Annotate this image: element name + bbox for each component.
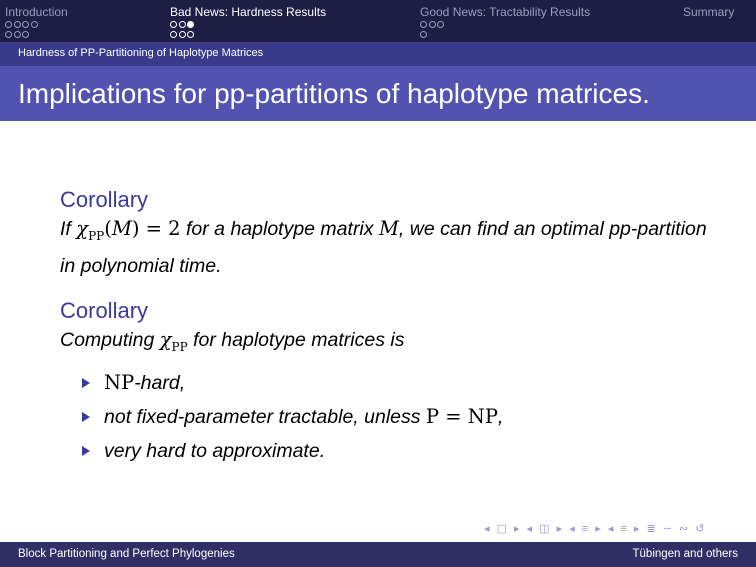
nav-section-good-news[interactable]: Good News: Tractability Results <box>420 5 591 19</box>
pp-subscript: PP <box>171 339 188 354</box>
item-1-text: -hard, <box>134 371 186 394</box>
section-navigation <box>0 0 756 42</box>
np-symbol: NP <box>104 370 135 394</box>
corollary-1-text <box>60 214 720 281</box>
frame-dot[interactable] <box>429 21 436 28</box>
chi-symbol: χ <box>76 217 89 240</box>
corollary-1-text-b: for a haplotype matrix <box>180 218 379 240</box>
equals-two: = 2 <box>139 217 181 240</box>
chi-symbol: χ <box>159 327 172 351</box>
item-2-tail: , <box>497 405 504 428</box>
frame-dot[interactable] <box>14 21 21 28</box>
triangle-bullet-icon <box>82 412 90 422</box>
slide-title: Implications for pp-partitions of haplotype matrices. <box>18 78 650 109</box>
item-3-text: very hard to approximate. <box>104 439 326 462</box>
paren-close: ) <box>131 217 140 240</box>
frame-dot[interactable] <box>170 21 177 28</box>
frame-dot[interactable] <box>5 31 12 38</box>
paren-open: ( <box>104 217 112 240</box>
good-news-frame-dots-row2 <box>420 31 429 38</box>
good-news-frame-dots-row1 <box>420 21 446 28</box>
frame-dot[interactable] <box>187 31 194 38</box>
triangle-bullet-icon <box>82 378 90 388</box>
triangle-bullet-icon <box>82 446 90 456</box>
list-item <box>60 366 720 400</box>
list-item <box>60 400 720 434</box>
frame-dot[interactable] <box>420 21 427 28</box>
pp-subscript: PP <box>88 228 105 243</box>
chi-pp <box>159 327 188 354</box>
list-item <box>60 434 720 468</box>
corollary-2-intro-a: Computing <box>60 328 160 351</box>
p-equals-np: P = NP <box>425 404 498 428</box>
corollary-2-list <box>60 366 720 468</box>
corollary-2-intro <box>60 325 720 362</box>
corollary-2-title: Corollary <box>60 297 149 323</box>
frame-dot[interactable] <box>170 31 177 38</box>
frame-dot[interactable] <box>179 21 186 28</box>
slide-content <box>60 186 720 468</box>
footer-authors: Tübingen and others <box>632 548 738 560</box>
chi-pp-of-m <box>76 217 181 243</box>
nav-section-bad-news[interactable]: Bad News: Hardness Results <box>170 5 327 19</box>
frame-dot[interactable] <box>420 31 427 38</box>
matrix-m <box>379 217 399 240</box>
frame-dot[interactable] <box>14 31 21 38</box>
corollary-1-text-c: , we can find an optimal pp-partition in polynomial time. <box>60 218 707 277</box>
current-frame-dot[interactable] <box>187 21 194 28</box>
frame-dot[interactable] <box>179 31 186 38</box>
subsection-bar <box>0 42 756 66</box>
intro-frame-dots-row1 <box>5 21 39 28</box>
subsection-title: Hardness of PP-Partitioning of Haplotype Matrices <box>18 47 264 59</box>
corollary-1-text-a: If <box>60 218 77 240</box>
corollary-1-title: Corollary <box>60 187 149 212</box>
bad-news-frame-dots-row2 <box>170 31 196 38</box>
frame-dot[interactable] <box>31 21 38 28</box>
frame-dot[interactable] <box>22 21 29 28</box>
footer-title: Block Partitioning and Perfect Phylogenies <box>18 548 235 560</box>
slide-title-bar <box>0 66 756 121</box>
item-2-text: not fixed-parameter tractable, unless <box>104 405 426 428</box>
intro-frame-dots-row2 <box>5 31 31 38</box>
frame-dot[interactable] <box>22 31 29 38</box>
nav-section-introduction[interactable]: Introduction <box>5 5 68 19</box>
matrix-symbol: M <box>378 217 399 240</box>
matrix-symbol: M <box>111 217 132 240</box>
frame-dot[interactable] <box>5 21 12 28</box>
frame-dot[interactable] <box>437 21 444 28</box>
bad-news-frame-dots-row1 <box>170 21 196 28</box>
beamer-navigation-controls[interactable]: ◂ ▢ ▸ ◂ ◫ ▸ ◂ ≡ ▸ ◂ ≡ ▸ ≣ ∽ ∾ ↺ <box>484 523 707 535</box>
nav-section-summary[interactable]: Summary <box>683 5 735 19</box>
corollary-2-intro-b: for haplotype matrices is <box>187 328 405 351</box>
footer-bar <box>0 542 756 567</box>
